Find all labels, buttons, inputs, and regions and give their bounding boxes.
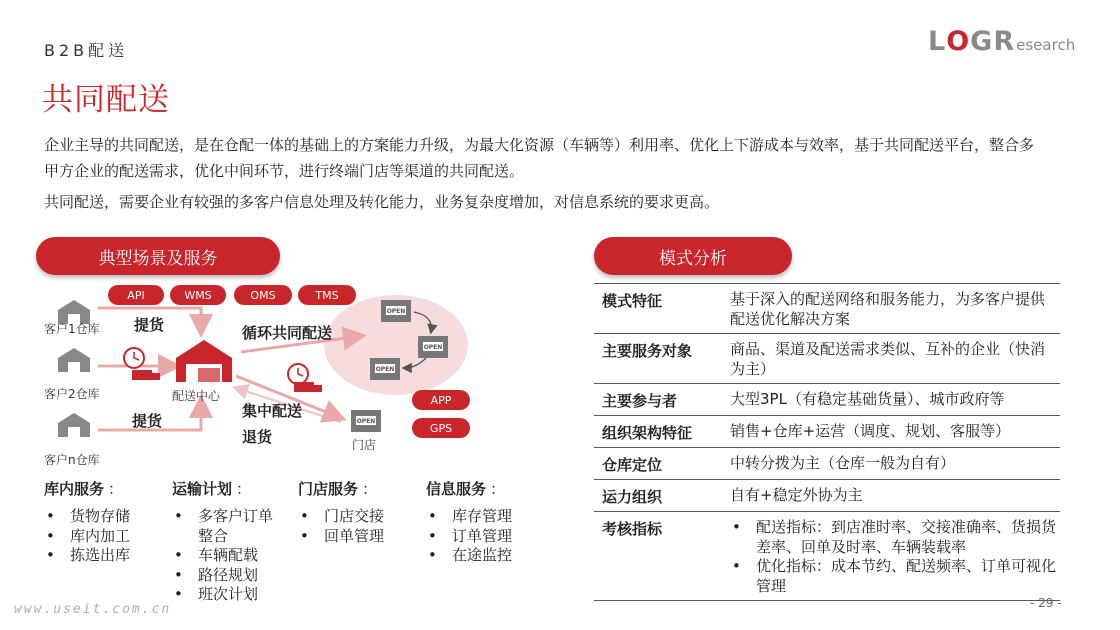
concentrated-distribution-label: 集中配送 bbox=[242, 402, 303, 420]
logr-logo: L O G R esearch bbox=[928, 26, 1076, 57]
diagram-graphics bbox=[36, 280, 556, 480]
service-title: 信息服务 bbox=[426, 480, 487, 498]
table-row bbox=[594, 480, 1060, 512]
service-item: • 订单管理 bbox=[426, 527, 512, 547]
warehouse-2-label: 客户2仓库 bbox=[44, 387, 100, 401]
app-badge: APP bbox=[412, 390, 470, 410]
row-value: 销售+仓库+运营（调度、规划、客服等） bbox=[722, 416, 1060, 448]
footer-url: www.useit.com.cn bbox=[14, 602, 172, 617]
row-value: 自有+稳定外协为主 bbox=[722, 480, 1060, 512]
row-key: 模式特征 bbox=[594, 284, 722, 334]
wms-badge: WMS bbox=[170, 285, 226, 305]
truck-clock-icon-1 bbox=[124, 348, 160, 380]
table-row bbox=[594, 334, 1060, 384]
table-row bbox=[594, 512, 1060, 601]
open-sign-3: OPEN bbox=[375, 366, 395, 373]
row-value bbox=[722, 512, 1060, 601]
service-item: • 拣选出库 bbox=[44, 546, 130, 566]
warehouse-1-label: 客户1仓库 bbox=[44, 322, 100, 336]
row-key: 仓库定位 bbox=[594, 448, 722, 480]
intro-paragraph-2: 共同配送，需要企业有较强的多客户信息处理及转化能力，业务复杂度增加，对信息系统的要求更高。 bbox=[44, 193, 720, 211]
mode-analysis-header: 模式分析 bbox=[594, 237, 792, 275]
open-sign-1: OPEN bbox=[386, 308, 406, 315]
service-item: • 车辆配载 bbox=[172, 546, 276, 566]
row-key: 主要服务对象 bbox=[594, 334, 722, 384]
table-row bbox=[594, 448, 1060, 480]
service-title: 运输计划 bbox=[172, 480, 233, 498]
table-row bbox=[594, 384, 1060, 416]
row-key: 考核指标 bbox=[594, 512, 722, 601]
cycle-distribution-label: 循环共同配送 bbox=[242, 324, 333, 342]
warehouse-2-icon bbox=[58, 348, 90, 372]
service-title: 门店服务 bbox=[298, 480, 359, 498]
row-value: 中转分拨为主（仓库一般为自有） bbox=[722, 448, 1060, 480]
service-item: • 路径规划 bbox=[172, 566, 276, 586]
distribution-center-icon bbox=[176, 340, 232, 382]
kpi-bullet: • 配送指标：到店准时率、交接准确率、货损货差率、回单及时率、车辆装载率 bbox=[730, 518, 1056, 557]
return-label: 退货 bbox=[242, 428, 273, 446]
distribution-diagram bbox=[36, 280, 556, 480]
service-item: • 库存管理 bbox=[426, 507, 512, 527]
row-key: 组织架构特征 bbox=[594, 416, 722, 448]
service-title: 库内服务 bbox=[44, 480, 105, 498]
service-item: • 回单管理 bbox=[298, 527, 384, 547]
service-item: • 班次计划 bbox=[172, 585, 276, 605]
service-item: • 在途监控 bbox=[426, 546, 512, 566]
distribution-center-label: 配送中心 bbox=[172, 389, 221, 403]
open-sign-4: OPEN bbox=[356, 418, 376, 425]
pickup-label-top: 提货 bbox=[134, 316, 165, 334]
table-row bbox=[594, 284, 1060, 334]
scenario-services-header: 典型场景及服务 bbox=[36, 237, 280, 275]
page-title: 共同配送 bbox=[42, 82, 170, 118]
pickup-label-bottom: 提货 bbox=[132, 412, 163, 430]
row-key: 主要参与者 bbox=[594, 384, 722, 416]
mode-analysis-table bbox=[594, 283, 1060, 601]
api-badge: API bbox=[108, 285, 164, 305]
service-item: • 库内加工 bbox=[44, 527, 130, 547]
service-column-information: 信息服务 ： • 库存管理 • 订单管理 • 在途监控 bbox=[426, 478, 512, 566]
service-item: • 多客户订单整合 bbox=[172, 507, 276, 546]
service-column-store: 门店服务 ： • 门店交接 • 回单管理 bbox=[298, 478, 384, 546]
row-key: 运力组织 bbox=[594, 480, 722, 512]
oms-badge: OMS bbox=[234, 285, 292, 305]
intro-text bbox=[44, 132, 1044, 215]
open-sign-2: OPEN bbox=[423, 344, 443, 351]
section-tag: B2B配送 bbox=[44, 41, 129, 60]
gps-badge: GPS bbox=[412, 418, 470, 438]
row-value: 商品、渠道及配送需求类似、互补的企业（快消为主） bbox=[722, 334, 1060, 384]
service-column-warehouse: 库内服务 ： • 货物存储 • 库内加工 • 拣选出库 bbox=[44, 478, 130, 566]
warehouse-n-label: 客户n仓库 bbox=[44, 453, 100, 467]
page-number: - 29 - bbox=[1030, 596, 1062, 610]
tms-badge: TMS bbox=[298, 285, 356, 305]
service-column-transport: 运输计划 ： • 多客户订单整合 • 车辆配载 • 路径规划 • 班次计划 bbox=[172, 478, 276, 605]
row-value: 大型3PL（有稳定基础货量）、城市政府等 bbox=[722, 384, 1060, 416]
service-item: • 货物存储 bbox=[44, 507, 130, 527]
table-row bbox=[594, 416, 1060, 448]
truck-clock-icon-2 bbox=[288, 364, 322, 392]
row-value: 基于深入的配送网络和服务能力，为多客户提供配送优化解决方案 bbox=[722, 284, 1060, 334]
intro-paragraph-1: 企业主导的共同配送，是在仓配一体的基础上的方案能力升级，为最大化资源（车辆等）利用率、优化上下游成本与效率，基于共同配送平台，整合多甲方企业的配送需求，优化中间环节，进行终端门店等渠道的共同配送。 bbox=[44, 136, 1035, 180]
kpi-bullet: • 优化指标：成本节约、配送频率、订单可视化管理 bbox=[730, 557, 1056, 596]
warehouse-n-icon bbox=[58, 413, 90, 437]
service-item: • 门店交接 bbox=[298, 507, 384, 527]
store-label: 门店 bbox=[352, 438, 377, 452]
